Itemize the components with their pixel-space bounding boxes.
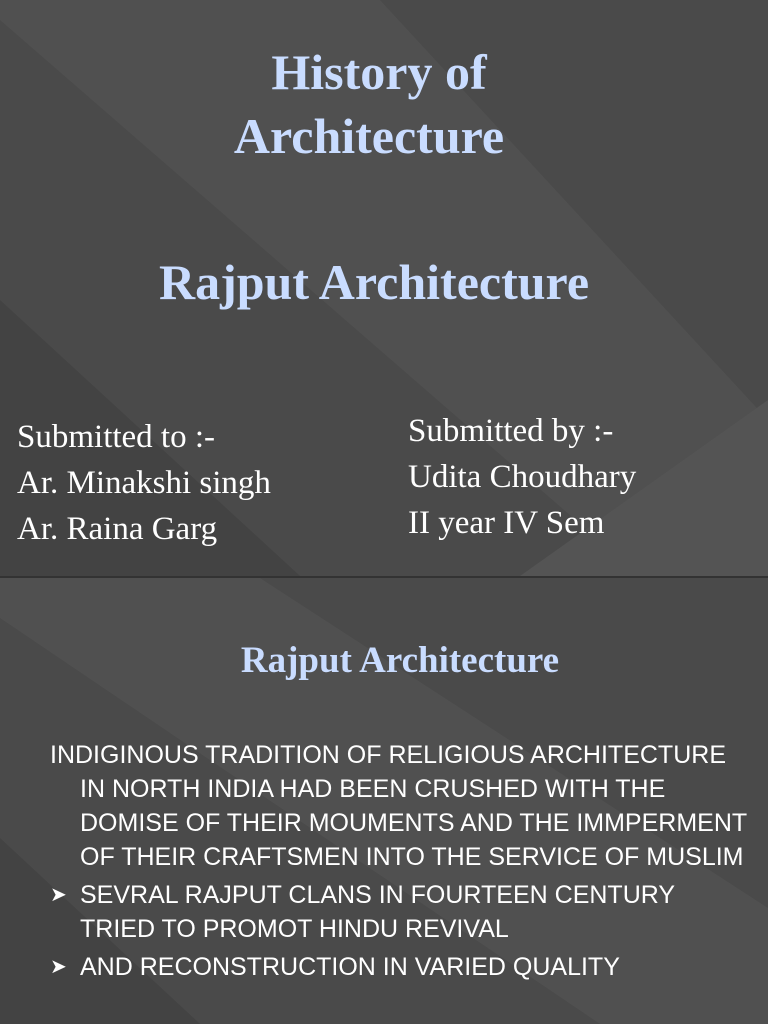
body-paragraph: INDIGINOUS TRADITION OF RELIGIOUS ARCHITECTURE IN NORTH INDIA HAD BEEN CRUSHED WITH THE DOMISE OF THEIR MOUMENTS AND THE IMMPERMENT OF THEIR CRAFTSMEN INTO THE SERVICE OF MUSLIM — [50, 741, 747, 871]
bullet-item — [50, 950, 750, 984]
bullet-item — [50, 878, 750, 946]
submitted-to-name: Ar. Minakshi singh — [17, 465, 271, 501]
presentation-title — [0, 40, 768, 168]
title-line-1: History of — [271, 44, 487, 100]
arrowhead-bullet-icon: ➤ — [50, 956, 67, 978]
submitted-by-name: Udita Choudhary — [408, 459, 637, 495]
submitted-to-block — [17, 414, 271, 552]
title-line-2: Architecture — [233, 108, 505, 164]
submitted-by-label: Submitted by :- — [408, 413, 614, 449]
arrowhead-bullet-icon: ➤ — [50, 884, 67, 906]
submitted-by-block — [408, 408, 636, 546]
submitted-to-label: Submitted to :- — [17, 419, 215, 455]
slide-title: Rajput Architecture — [240, 640, 560, 681]
submitted-to-name: Ar. Raina Garg — [17, 511, 218, 547]
presentation-subtitle: Rajput Architecture — [158, 254, 590, 310]
bullet-text: AND RECONSTRUCTION IN VARIED QUALITY — [80, 953, 620, 981]
slide-body — [50, 738, 750, 984]
submitted-by-year: II year IV Sem — [408, 505, 605, 541]
bullet-text: SEVRAL RAJPUT CLANS IN FOURTEEN CENTURY TRIED TO PROMOT HINDU REVIVAL — [80, 881, 675, 943]
